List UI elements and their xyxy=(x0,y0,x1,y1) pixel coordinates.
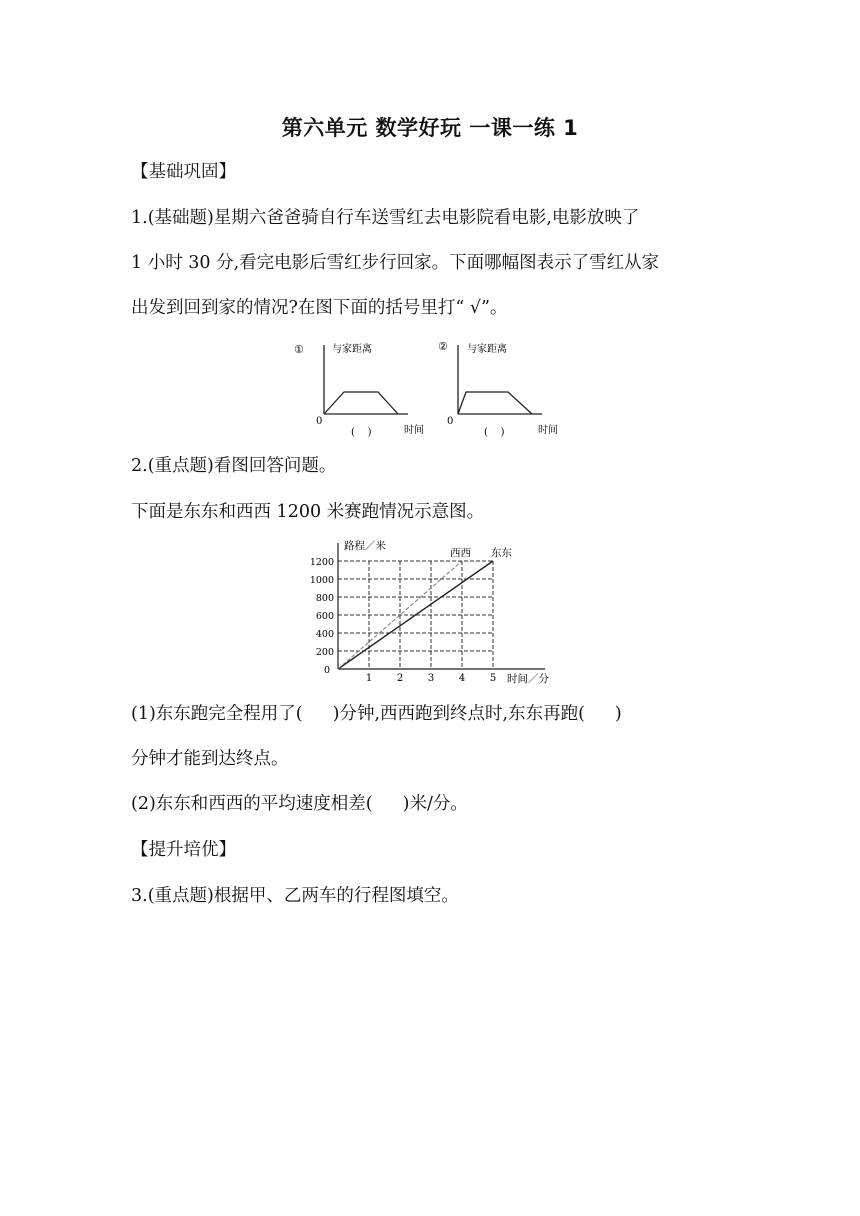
x-tick-label: 3 xyxy=(427,673,435,684)
question-2-line-2: 下面是东东和西西 1200 米赛跑情况示意图。 xyxy=(131,502,485,522)
y-tick-label: 1200 xyxy=(309,557,334,568)
question-2-sub-1-line-2: 分钟才能到达终点。 xyxy=(131,749,289,769)
graph-2-ylabel: 与家距离 xyxy=(467,344,507,355)
question-2-sub-1-text-a: (1)东东跑完全程用了( xyxy=(131,704,303,724)
series-label-xixi: 西西 xyxy=(450,547,471,559)
graph-2-xlabel: 时间 xyxy=(538,425,558,436)
y-tick-label: 800 xyxy=(315,593,334,604)
x-tick-label: 1 xyxy=(365,673,373,684)
series-line-dongdong xyxy=(338,561,493,669)
question-1-line-1: 1.(基础题)星期六爸爸骑自行车送雪红去电影院看电影,电影放映了 xyxy=(131,208,640,228)
graph-1-line xyxy=(324,392,398,414)
question-2-sub-2 xyxy=(131,792,468,816)
graph-2-line xyxy=(458,392,532,414)
graph-2-origin: 0 xyxy=(447,416,454,427)
question-2-sub-2-text-b: )米/分。 xyxy=(402,794,468,814)
chart-ylabel: 路程／米 xyxy=(344,540,386,552)
graph-2 xyxy=(438,340,558,438)
race-chart xyxy=(300,535,570,687)
y-tick-label: 0 xyxy=(323,665,330,676)
question-2-sub-1-line-1 xyxy=(131,702,622,726)
graph-2-number: ② xyxy=(438,340,448,353)
y-tick-label: 600 xyxy=(315,611,334,622)
graph-1-xlabel: 时间 xyxy=(404,425,424,436)
section-heading-advanced: 【提升培优】 xyxy=(131,840,236,860)
section-heading-basics: 【基础巩固】 xyxy=(131,162,236,182)
x-tick-label: 5 xyxy=(489,673,497,684)
y-tick-label: 200 xyxy=(315,647,334,658)
question-2-sub-1-text-b: )分钟,西西跑到终点时,东东再跑( xyxy=(332,704,585,724)
question-2-line-1: 2.(重点题)看图回答问题。 xyxy=(131,456,337,476)
question-1-graphs xyxy=(280,335,580,440)
graph-1-ylabel: 与家距离 xyxy=(332,344,372,355)
question-1-line-3: 出发到回到家的情况?在图下面的括号里打“ √”。 xyxy=(131,298,508,318)
x-tick-label: 4 xyxy=(458,673,466,684)
series-label-dongdong: 东东 xyxy=(491,547,512,559)
y-tick-label: 1000 xyxy=(309,575,334,586)
graph-1-number: ① xyxy=(294,343,304,356)
page-title: 第六单元 数学好玩 一课一练 1 xyxy=(281,116,579,140)
x-tick-label: 2 xyxy=(396,673,404,684)
y-tick-label: 400 xyxy=(315,629,334,640)
question-2-sub-2-text-a: (2)东东和西西的平均速度相差( xyxy=(131,794,373,814)
graph-1 xyxy=(294,342,424,438)
question-2-sub-1-text-c: ) xyxy=(614,704,622,724)
graph-1-origin: 0 xyxy=(316,416,323,427)
graph-2-answer-blank: ( ) xyxy=(484,427,505,438)
graph-1-answer-blank: ( ) xyxy=(351,427,372,438)
chart-xlabel: 时间／分 xyxy=(507,673,549,685)
question-3-line-1: 3.(重点题)根据甲、乙两车的行程图填空。 xyxy=(131,886,459,906)
question-1-line-2: 1 小时 30 分,看完电影后雪红步行回家。下面哪幅图表示了雪红从家 xyxy=(131,253,660,273)
